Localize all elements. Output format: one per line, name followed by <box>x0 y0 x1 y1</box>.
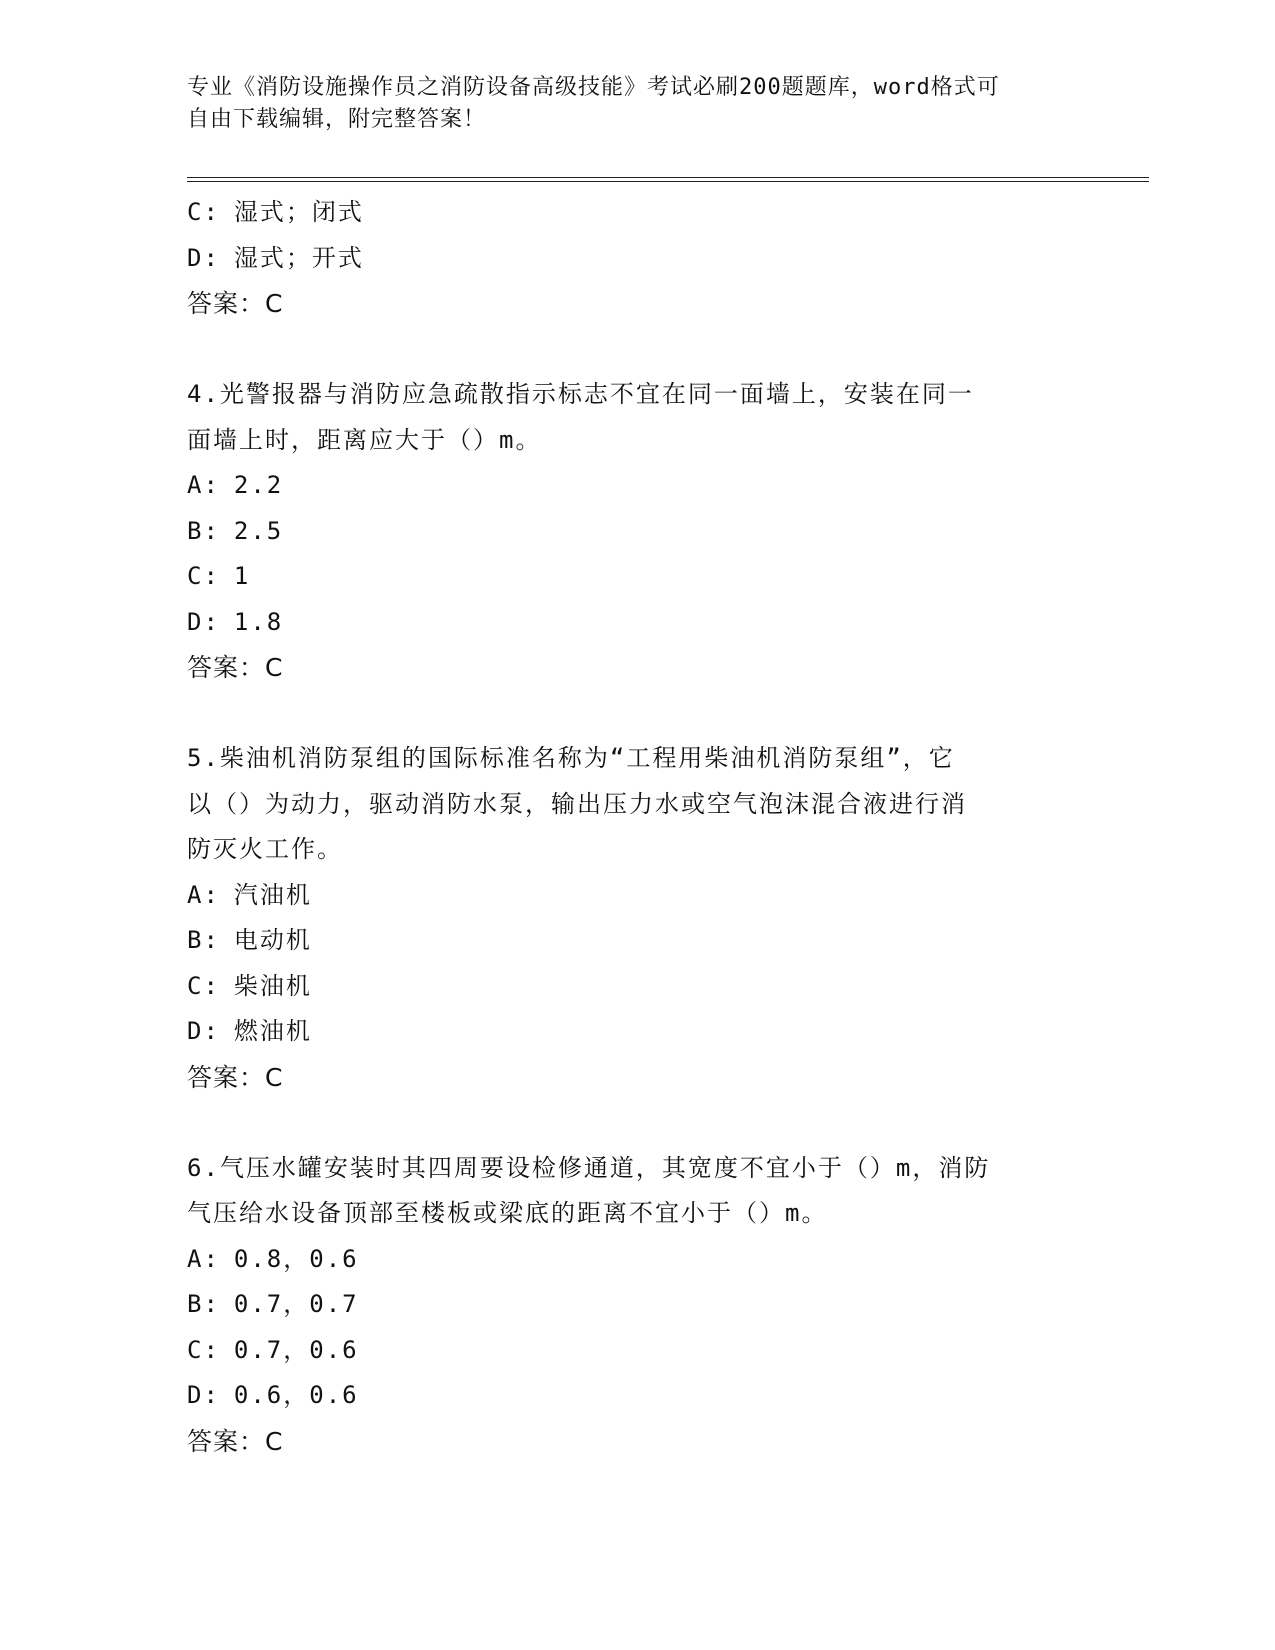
answer-line: 答案：C <box>187 1426 284 1456</box>
option-c: C: 湿式；闭式 <box>187 198 364 226</box>
header-line-2: 自由下载编辑，附完整答案！ <box>187 107 487 132</box>
question-text-line: 防灭火工作。 <box>187 835 343 863</box>
option-d: D: 1.8 <box>187 607 284 636</box>
option-b: B: 2.5 <box>187 516 284 545</box>
option-a: A: 0.8，0.6 <box>187 1244 359 1273</box>
answer-line: 答案：C <box>187 653 284 682</box>
question-4 <box>187 372 1087 691</box>
question-6 <box>187 1146 1087 1465</box>
header-line-1: 专业《消防设施操作员之消防设备高级技能》考试必刷200题题库，word格式可 <box>187 75 1000 100</box>
question-list <box>187 190 1087 1464</box>
option-a: A: 2.2 <box>187 471 284 499</box>
question-text-line: 以（）为动力，驱动消防水泵，输出压力水或空气泡沫混合液进行消 <box>187 789 967 818</box>
question-text-line: 面墙上时，距离应大于（）m。 <box>187 425 542 454</box>
option-c: C: 1 <box>187 562 251 590</box>
option-d: D: 湿式；开式 <box>187 243 364 272</box>
option-d: D: 0.6，0.6 <box>187 1381 359 1409</box>
option-c: C: 0.7，0.6 <box>187 1335 359 1364</box>
question-text-line: 4.光警报器与消防应急疏散指示标志不宜在同一面墙上，安装在同一 <box>187 380 974 408</box>
page-header <box>187 72 1087 136</box>
question-text-line: 5.柴油机消防泵组的国际标准名称为“工程用柴油机消防泵组”，它 <box>187 744 955 772</box>
option-b: B: 0.7，0.7 <box>187 1290 359 1318</box>
option-b: B: 电动机 <box>187 926 312 954</box>
option-c: C: 柴油机 <box>187 971 312 1000</box>
question-text-line: 6.气压水罐安装时其四周要设检修通道，其宽度不宜小于（）m，消防 <box>187 1153 991 1182</box>
question-5 <box>187 736 1087 1100</box>
question-text-line: 气压给水设备顶部至楼板或梁底的距离不宜小于（）m。 <box>187 1199 828 1227</box>
answer-line: 答案：C <box>187 1062 284 1092</box>
option-d: D: 燃油机 <box>187 1017 312 1045</box>
answer-line: 答案：C <box>187 289 284 318</box>
question-3-partial <box>187 190 1087 327</box>
option-a: A: 汽油机 <box>187 880 312 909</box>
header-divider <box>187 177 1149 182</box>
